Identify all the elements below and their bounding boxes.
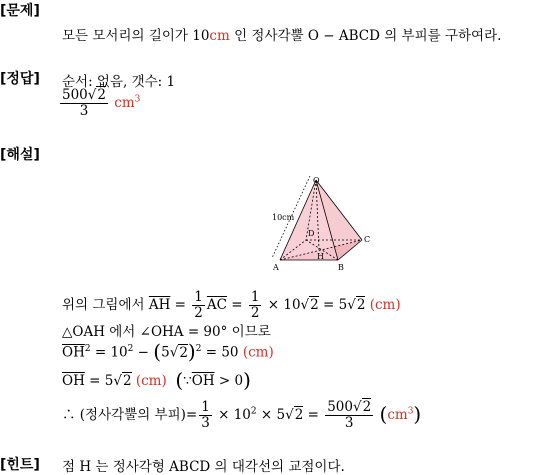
label-edge-length: 10cm [272, 213, 295, 222]
problem-text-before: 모든 모서리의 길이가 10 [62, 28, 210, 44]
label-c: C [364, 235, 371, 244]
label-b: B [338, 263, 344, 272]
label-a: A [273, 263, 279, 272]
label-o: O [313, 176, 320, 185]
hint-label: [힌트] [0, 457, 40, 473]
answer-fraction: $\frac{500√2}{3}$ [62, 87, 106, 119]
answer-label: [정답] [0, 71, 40, 87]
solution-line-3: $\overline{OH}^2 = 10^2 - (5√2)^2 = 50$ (cm) [62, 339, 274, 364]
problem-label: [문제] [0, 3, 40, 19]
answer-order: 순서: 없음, 갯수: 1 [62, 74, 176, 90]
solution-label: [해설] [0, 147, 40, 163]
solution-line-4: $\overline{OH} = 5√2$ (cm) $(\because\overline{OH} > 0)$ [62, 368, 251, 392]
problem-text [62, 24, 501, 44]
problem-unit: cm [209, 28, 230, 44]
solution-line-5: ∴ (정사각뿔의 부피)= $\frac{1}{3}$ × $10^2 \times 5√2$ = $\frac{500√2}{3}$ $(cm^3)$ [62, 399, 422, 431]
hint-text: 점 H 는 정사각형 ABCD 의 대각선의 교점이다. [62, 459, 345, 475]
solution-line-1: 위의 그림에서 $\overline{AH}$ = $\frac{1}{2}$ $\overline{AC}$ = $\frac{1}{2}$ × 10√2 = 5√2 (cm) [62, 289, 401, 321]
label-h: H [317, 252, 324, 261]
pyramid-figure [266, 172, 378, 276]
answer-value [58, 88, 140, 119]
problem-text-after: 인 정사각뿔 O − ABCD 의 부피를 구하여라. [229, 28, 502, 44]
label-d: D [308, 229, 315, 238]
solution-line-2: △OAH 에서 ∠OHA = 90° 이므로 [62, 324, 271, 340]
answer-unit: $cm^3$ [114, 94, 141, 111]
